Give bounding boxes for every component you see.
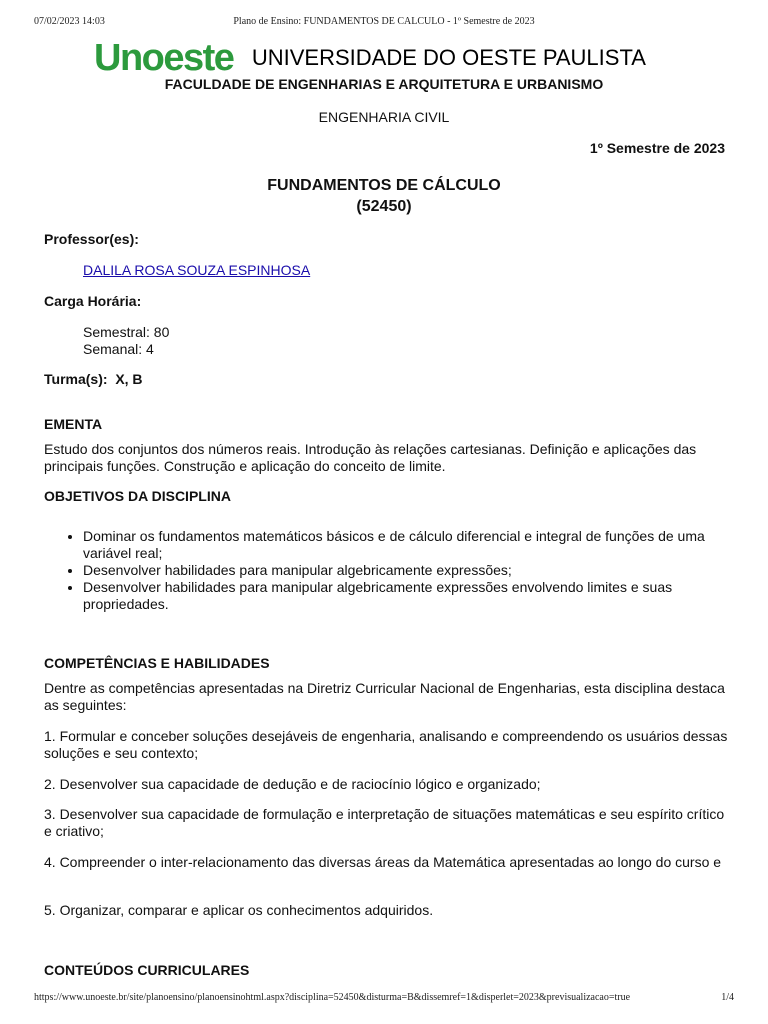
print-datetime: 07/02/2023 14:03: [34, 16, 105, 27]
semester: 1º Semestre de 2023: [589, 140, 725, 156]
faculty-name: FACULDADE DE ENGENHARIAS E ARQUITETURA E URBANISMO: [164, 76, 604, 92]
list-item: • Desenvolver habilidades para manipular algebricamente expressões;: [83, 562, 734, 579]
objectives-section: [44, 528, 734, 613]
discipline-heading: [0, 175, 768, 217]
ementa-section: [44, 441, 734, 475]
curriculum-title: CONTEÚDOS CURRICULARES: [44, 962, 250, 978]
discipline-name: FUNDAMENTOS DE CÁLCULO: [267, 177, 501, 194]
list-item: • Desenvolver habilidades para manipular algebricamente expressões envolvendo limites e suas propriedades.: [83, 579, 734, 613]
competency-2-block: [44, 776, 734, 793]
print-url: https://www.unoeste.br/site/planoensino/planoensinohtml.aspx?disciplina=52450&disturma=B&dissemref=1&disperlet=2023&previsualizacao=true: [34, 992, 631, 1003]
print-doc-title: Plano de Ensino: FUNDAMENTOS DE CALCULO - 1º Semestre de 2023: [233, 16, 535, 27]
workload-semanal: Semanal: 4: [83, 341, 154, 357]
discipline-code: (52450): [356, 198, 412, 215]
workload-semestral: Semestral: 80: [83, 324, 170, 340]
competency-1-block: [44, 728, 734, 762]
competencies-intro-block: [44, 680, 734, 714]
university-name: UNIVERSIDADE DO OESTE PAULISTA: [251, 45, 646, 70]
ementa-title: EMENTA: [44, 416, 103, 432]
list-item: • Dominar os fundamentos matemáticos básicos e de cálculo diferencial e integral de funções de uma variável real;: [83, 528, 734, 562]
unoeste-logo: Unoeste: [94, 37, 234, 79]
classes-value: X, B: [115, 371, 143, 387]
competency-item: 4. Compreender o inter-relacionamento das diversas áreas da Matemática apresentadas ao longo do curso e: [44, 854, 722, 870]
workload-label: Carga Horária:: [44, 293, 142, 309]
university-header: [94, 37, 646, 79]
competencies-title: COMPETÊNCIAS E HABILIDADES: [44, 655, 270, 671]
competencies-intro: Dentre as competências apresentadas na Diretriz Curricular Nacional de Engenharias, esta disciplina destaca as seguintes:: [44, 680, 725, 713]
competency-item: 5. Organizar, comparar e aplicar os conhecimentos adquiridos.: [44, 902, 434, 918]
competency-3-block: [44, 806, 734, 840]
competency-4-block: [44, 854, 734, 871]
ementa-text: Estudo dos conjuntos dos números reais. Introdução às relações cartesianas. Definição e aplicações das principais funções. Construção e aplicação do conceito de limite.: [44, 441, 697, 474]
course-name: ENGENHARIA CIVIL: [318, 109, 450, 125]
objectives-list: [44, 528, 734, 613]
workload-values: [44, 324, 768, 358]
objectives-title: OBJETIVOS DA DISCIPLINA: [44, 488, 231, 504]
competency-item: 3. Desenvolver sua capacidade de formulação e interpretação de situações matemáticas e seu espírito crítico e criativo;: [44, 806, 725, 839]
competency-item: 1. Formular e conceber soluções desejáveis de engenharia, analisando e compreendendo os usuários dessas soluções e seu contexto;: [44, 728, 728, 761]
print-footer: [34, 992, 734, 1006]
print-header: [34, 16, 734, 30]
professor-label: Professor(es):: [44, 231, 139, 247]
competency-5-block: [44, 902, 734, 919]
professor-row: [44, 262, 768, 279]
classes-label: Turma(s):: [44, 371, 108, 387]
competency-item: 2. Desenvolver sua capacidade de dedução e de raciocínio lógico e organizado;: [44, 776, 541, 792]
professor-link[interactable]: DALILA ROSA SOUZA ESPINHOSA: [83, 262, 311, 278]
classes-row: [44, 371, 734, 388]
page-number: 1/4: [721, 992, 734, 1003]
